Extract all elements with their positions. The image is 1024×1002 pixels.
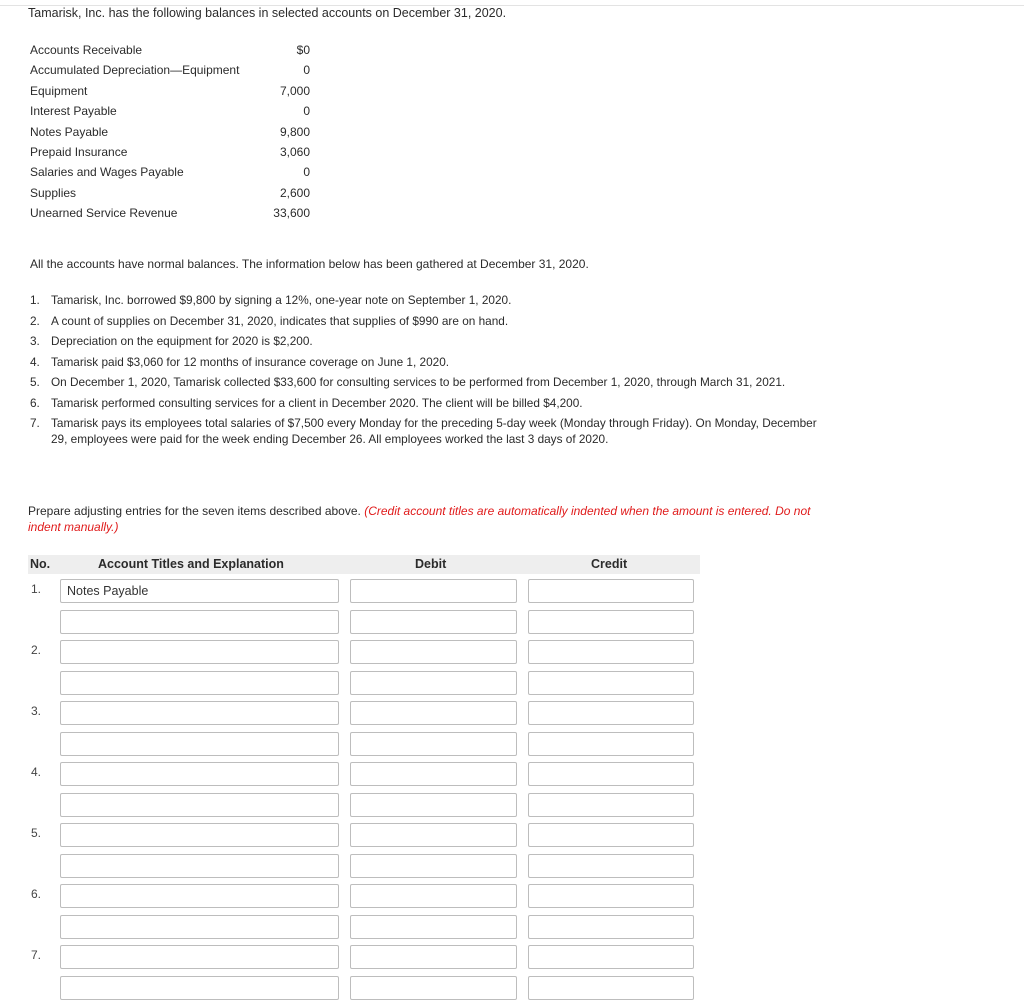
balance-row bbox=[30, 40, 330, 60]
debit-input[interactable] bbox=[350, 762, 517, 786]
account-title-input[interactable] bbox=[60, 976, 339, 1000]
account-title-input[interactable] bbox=[60, 945, 339, 969]
info-item-number: 5. bbox=[30, 375, 40, 389]
table-row bbox=[0, 671, 720, 695]
balance-amount: 0 bbox=[303, 104, 310, 119]
balance-row bbox=[30, 142, 330, 162]
debit-input[interactable] bbox=[350, 854, 517, 878]
account-title-input[interactable] bbox=[60, 793, 339, 817]
account-title-input[interactable] bbox=[60, 884, 339, 908]
balance-row bbox=[30, 183, 330, 203]
balance-row bbox=[30, 162, 330, 182]
table-row bbox=[0, 640, 720, 664]
entry-number: 5. bbox=[31, 826, 42, 840]
account-title-input[interactable] bbox=[60, 701, 339, 725]
info-item-text: Tamarisk, Inc. borrowed $9,800 by signing a 12%, one-year note on September 1, 2020. bbox=[51, 293, 512, 307]
credit-input[interactable] bbox=[528, 915, 694, 939]
debit-input[interactable] bbox=[350, 579, 517, 603]
column-header-account: Account Titles and Explanation bbox=[98, 557, 284, 571]
info-item bbox=[30, 333, 820, 349]
balance-row bbox=[30, 101, 330, 121]
entry-number: 6. bbox=[31, 887, 42, 901]
credit-input[interactable] bbox=[528, 762, 694, 786]
balance-row bbox=[30, 122, 330, 142]
table-row bbox=[0, 793, 720, 817]
debit-input[interactable] bbox=[350, 671, 517, 695]
table-row bbox=[0, 884, 720, 908]
balance-account-name: Equipment bbox=[30, 83, 88, 98]
credit-input[interactable] bbox=[528, 640, 694, 664]
debit-input[interactable] bbox=[350, 793, 517, 817]
account-title-input[interactable] bbox=[60, 732, 339, 756]
entry-number: 2. bbox=[31, 643, 42, 657]
info-item-number: 6. bbox=[30, 395, 40, 410]
credit-input[interactable] bbox=[528, 884, 694, 908]
debit-input[interactable] bbox=[350, 976, 517, 1000]
debit-input[interactable] bbox=[350, 945, 517, 969]
debit-input[interactable] bbox=[350, 640, 517, 664]
instructions bbox=[28, 503, 818, 535]
account-title-input[interactable] bbox=[60, 854, 339, 878]
info-item bbox=[30, 313, 820, 329]
table-row bbox=[0, 823, 720, 847]
entry-number: 3. bbox=[31, 704, 42, 718]
journal-table-header bbox=[28, 555, 700, 574]
info-item-text: Tamarisk pays its employees total salaries of $7,500 every Monday for the preceding 5-day week (Monday through Friday). On Monday, December 29, employees were paid for the week ending December 26. All employees worked the last 3 days of 2020. bbox=[51, 416, 817, 446]
balances-list bbox=[30, 40, 330, 224]
account-title-input[interactable] bbox=[60, 610, 339, 634]
info-item-number: 1. bbox=[30, 293, 40, 307]
info-item bbox=[30, 395, 820, 411]
debit-input[interactable] bbox=[350, 884, 517, 908]
account-title-input[interactable] bbox=[60, 579, 339, 603]
info-item-text: Tamarisk performed consulting services for a client in December 2020. The client will be billed $4,200. bbox=[51, 395, 583, 410]
credit-input[interactable] bbox=[528, 793, 694, 817]
table-row bbox=[0, 945, 720, 969]
credit-input[interactable] bbox=[528, 701, 694, 725]
information-list bbox=[30, 292, 820, 452]
debit-input[interactable] bbox=[350, 610, 517, 634]
balance-row bbox=[30, 60, 330, 80]
credit-input[interactable] bbox=[528, 610, 694, 634]
balance-account-name: Accounts Receivable bbox=[30, 43, 143, 57]
balance-amount: 7,000 bbox=[279, 83, 310, 98]
table-row bbox=[0, 915, 720, 939]
balance-amount: 0 bbox=[303, 165, 310, 180]
balance-amount: $0 bbox=[296, 43, 310, 57]
info-item-number: 2. bbox=[30, 313, 40, 328]
column-header-no: No. bbox=[30, 557, 51, 571]
balance-account-name: Unearned Service Revenue bbox=[30, 206, 178, 221]
balance-row bbox=[30, 81, 330, 101]
credit-input[interactable] bbox=[528, 671, 694, 695]
balance-amount: 3,060 bbox=[279, 144, 310, 159]
debit-input[interactable] bbox=[350, 823, 517, 847]
entry-number: 1. bbox=[31, 582, 42, 596]
credit-input[interactable] bbox=[528, 823, 694, 847]
debit-input[interactable] bbox=[350, 915, 517, 939]
normal-balances-note: All the accounts have normal balances. The information below has been gathered at December 31, 2020. bbox=[30, 257, 589, 271]
balance-account-name: Supplies bbox=[30, 185, 77, 200]
credit-input[interactable] bbox=[528, 732, 694, 756]
balance-account-name: Prepaid Insurance bbox=[30, 144, 128, 159]
info-item-text: Tamarisk paid $3,060 for 12 months of insurance coverage on June 1, 2020. bbox=[51, 354, 450, 369]
column-header-debit: Debit bbox=[415, 557, 447, 571]
instructions-text: Prepare adjusting entries for the seven items described above. bbox=[28, 504, 361, 518]
credit-input[interactable] bbox=[528, 976, 694, 1000]
info-item-text: On December 1, 2020, Tamarisk collected $33,600 for consulting services to be performed from December 1, 2020, through March 31, 2021. bbox=[51, 375, 786, 389]
info-item-number: 3. bbox=[30, 334, 40, 348]
instructions-note: (Credit account titles are automatically indented when the amount is entered. Do not indent manually.) bbox=[28, 504, 811, 534]
account-title-input[interactable] bbox=[60, 762, 339, 786]
credit-input[interactable] bbox=[528, 854, 694, 878]
entry-number: 4. bbox=[31, 765, 42, 779]
table-row bbox=[0, 732, 720, 756]
table-row bbox=[0, 762, 720, 786]
entry-number: 7. bbox=[31, 948, 42, 962]
account-title-input[interactable] bbox=[60, 915, 339, 939]
balance-amount: 33,600 bbox=[273, 206, 310, 221]
credit-input[interactable] bbox=[528, 579, 694, 603]
info-item-text: A count of supplies on December 31, 2020, indicates that supplies of $990 are on hand. bbox=[51, 313, 509, 328]
balance-account-name: Salaries and Wages Payable bbox=[30, 165, 184, 180]
account-title-input[interactable] bbox=[60, 671, 339, 695]
info-item-number: 7. bbox=[30, 416, 40, 430]
balance-account-name: Accumulated Depreciation—Equipment bbox=[30, 63, 240, 78]
balance-account-name: Notes Payable bbox=[30, 124, 109, 139]
table-row bbox=[0, 610, 720, 634]
table-row bbox=[0, 976, 720, 1000]
info-item bbox=[30, 374, 820, 390]
balance-amount: 0 bbox=[303, 63, 310, 78]
intro-text: Tamarisk, Inc. has the following balances in selected accounts on December 31, 2020. bbox=[28, 6, 507, 20]
info-item-text: Depreciation on the equipment for 2020 is $2,200. bbox=[51, 334, 313, 348]
balance-amount: 2,600 bbox=[279, 185, 310, 200]
credit-input[interactable] bbox=[528, 945, 694, 969]
info-item bbox=[30, 415, 820, 447]
info-item bbox=[30, 292, 820, 308]
debit-input[interactable] bbox=[350, 732, 517, 756]
table-row bbox=[0, 701, 720, 725]
account-title-input[interactable] bbox=[60, 823, 339, 847]
table-row bbox=[0, 854, 720, 878]
balance-account-name: Interest Payable bbox=[30, 104, 117, 119]
table-row bbox=[0, 579, 720, 603]
info-item bbox=[30, 354, 820, 370]
debit-input[interactable] bbox=[350, 701, 517, 725]
info-item-number: 4. bbox=[30, 354, 40, 369]
balance-amount: 9,800 bbox=[279, 124, 310, 139]
column-header-credit: Credit bbox=[591, 557, 628, 571]
account-title-input[interactable] bbox=[60, 640, 339, 664]
balance-row bbox=[30, 203, 330, 223]
